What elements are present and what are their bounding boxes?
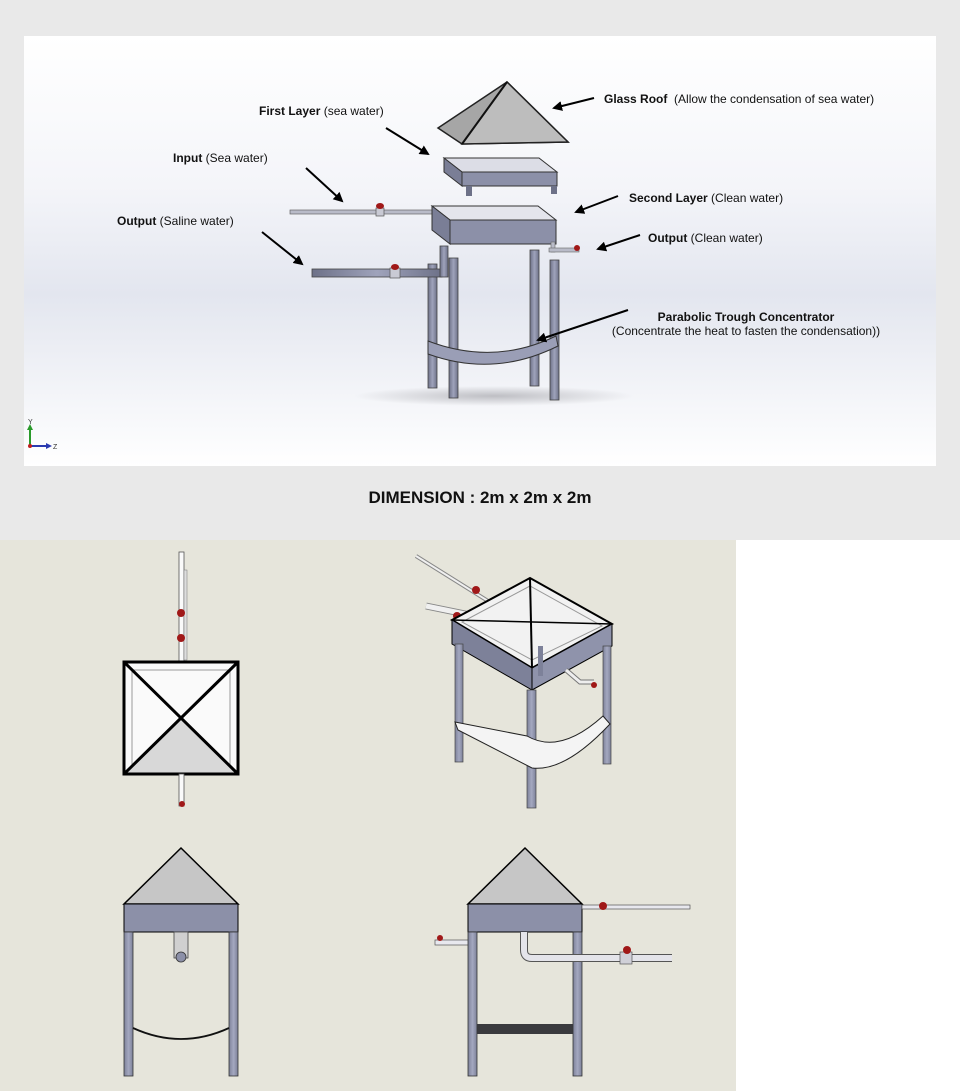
second-layer-tank xyxy=(432,206,556,244)
clean-output-pipe xyxy=(549,242,580,252)
exploded-view-panel xyxy=(0,0,960,540)
orthographic-views-drawing xyxy=(0,540,736,1091)
second-layer-title: Second Layer xyxy=(629,191,708,205)
trough-title: Parabolic Trough Concentrator xyxy=(657,310,835,324)
output-clean-desc: (Clean water) xyxy=(690,231,763,245)
render-viewport xyxy=(24,36,936,466)
saline-output-pipe xyxy=(312,246,448,278)
input-title: Input xyxy=(173,151,203,165)
side-view xyxy=(435,848,690,1076)
front-view xyxy=(124,848,238,1076)
glass-roof-title: Glass Roof xyxy=(604,92,668,106)
ground-shadow xyxy=(354,386,634,406)
trough-label xyxy=(600,310,892,338)
first-layer-title: First Layer xyxy=(259,104,321,118)
isometric-view xyxy=(416,556,612,808)
first-layer-label xyxy=(259,104,384,118)
first-layer-tray xyxy=(444,158,557,196)
glass-roof xyxy=(438,82,568,144)
axis-y-label: Y xyxy=(28,419,33,426)
output-clean-label xyxy=(648,231,763,245)
input-desc: (Sea water) xyxy=(205,151,268,165)
glass-roof-desc: (Allow the condensation of sea water) xyxy=(674,92,875,106)
second-layer-desc: (Clean water) xyxy=(711,191,784,205)
first-layer-desc: (sea water) xyxy=(323,104,384,118)
top-view xyxy=(124,552,238,807)
output-saline-label xyxy=(117,214,234,228)
axis-z-label: Z xyxy=(53,444,58,451)
input-pipe xyxy=(290,203,434,216)
axis-triad xyxy=(27,419,58,451)
output-saline-desc: (Saline water) xyxy=(159,214,234,228)
trough-desc: (Concentrate the heat to fasten the condensation)) xyxy=(611,324,881,338)
output-saline-title: Output xyxy=(117,214,157,228)
output-clean-title: Output xyxy=(648,231,688,245)
orthographic-views-panel xyxy=(0,540,736,1091)
input-label xyxy=(173,151,268,165)
second-layer-label xyxy=(629,191,783,205)
dimension-caption: DIMENSION : 2m x 2m x 2m xyxy=(368,488,592,507)
glass-roof-label xyxy=(604,92,874,106)
